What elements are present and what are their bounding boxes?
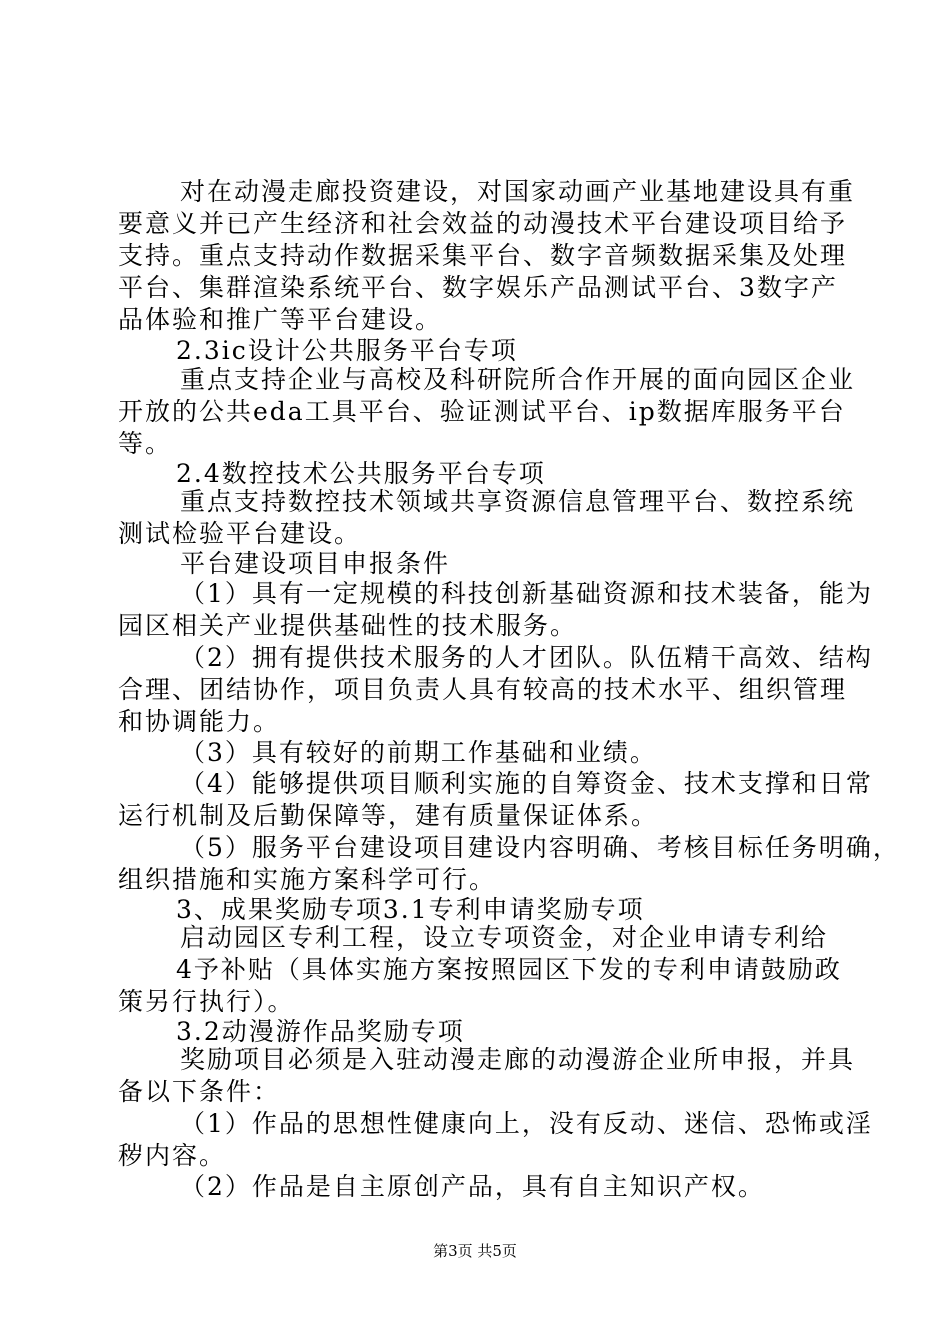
list-item: （2）拥有提供技术服务的人才团队。队伍精干高效、结构 bbox=[180, 643, 873, 672]
list-item: （1）具有一定规模的科技创新基础资源和技术装备，能为 bbox=[180, 579, 873, 608]
page-number-footer: 第3页 共5页 bbox=[433, 1242, 517, 1260]
body-line: 运行机制及后勤保障等，建有质量保证体系。 bbox=[118, 801, 659, 830]
section-heading: 2.3ic设计公共服务平台专项 bbox=[176, 336, 518, 365]
body-line: 等。 bbox=[118, 429, 173, 458]
section-heading: 3.2动漫游作品奖励专项 bbox=[176, 1017, 465, 1046]
body-line: 秽内容。 bbox=[118, 1141, 227, 1170]
body-line: 启动园区专利工程，设立专项资金，对企业申请专利给 bbox=[180, 923, 829, 952]
body-line: 组织措施和实施方案科学可行。 bbox=[118, 865, 497, 894]
body-line: 备以下条件： bbox=[118, 1077, 281, 1106]
body-line: 重点支持企业与高校及科研院所合作开展的面向园区企业 bbox=[180, 365, 856, 394]
body-line: 品体验和推广等平台建设。 bbox=[118, 305, 443, 334]
body-line: 4予补贴（具体实施方案按照园区下发的专利申请鼓励政 bbox=[176, 955, 842, 984]
list-item: （3）具有较好的前期工作基础和业绩。 bbox=[180, 738, 657, 767]
body-line: 合理、团结协作，项目负责人具有较高的技术水平、组织管理 bbox=[118, 675, 848, 704]
body-line: 重点支持数控技术领域共享资源信息管理平台、数控系统 bbox=[180, 487, 856, 516]
section-heading: 平台建设项目申报条件 bbox=[180, 549, 451, 578]
body-line: 园区相关产业提供基础性的技术服务。 bbox=[118, 611, 578, 640]
body-line: 平台、集群渲染系统平台、数字娱乐产品测试平台、3数字产 bbox=[118, 273, 838, 302]
body-line: 奖励项目必须是入驻动漫走廊的动漫游企业所申报，并具 bbox=[180, 1045, 856, 1074]
body-line: 测试检验平台建设。 bbox=[118, 519, 362, 548]
list-item: （4）能够提供项目顺利实施的自筹资金、技术支撑和日常 bbox=[180, 769, 873, 798]
body-line: 要意义并已产生经济和社会效益的动漫技术平台建设项目给予 bbox=[118, 209, 848, 238]
list-item: （2）作品是自主原创产品，具有自主知识产权。 bbox=[180, 1172, 765, 1201]
list-item: （1）作品的思想性健康向上，没有反动、迷信、恐怖或淫 bbox=[180, 1109, 873, 1138]
section-heading: 2.4数控技术公共服务平台专项 bbox=[176, 459, 546, 488]
body-line: 策另行执行）。 bbox=[118, 987, 295, 1016]
body-line: 对在动漫走廊投资建设，对国家动画产业基地建设具有重 bbox=[180, 177, 856, 206]
body-line: 开放的公共eda工具平台、验证测试平台、ip数据库服务平台 bbox=[118, 397, 846, 426]
body-line: 和协调能力。 bbox=[118, 707, 281, 736]
list-item: （5）服务平台建设项目建设内容明确、考核目标任务明确， bbox=[180, 833, 900, 862]
section-heading: 3、成果奖励专项3.1专利申请奖励专项 bbox=[176, 895, 645, 924]
body-line: 支持。重点支持动作数据采集平台、数字音频数据采集及处理 bbox=[118, 241, 848, 270]
